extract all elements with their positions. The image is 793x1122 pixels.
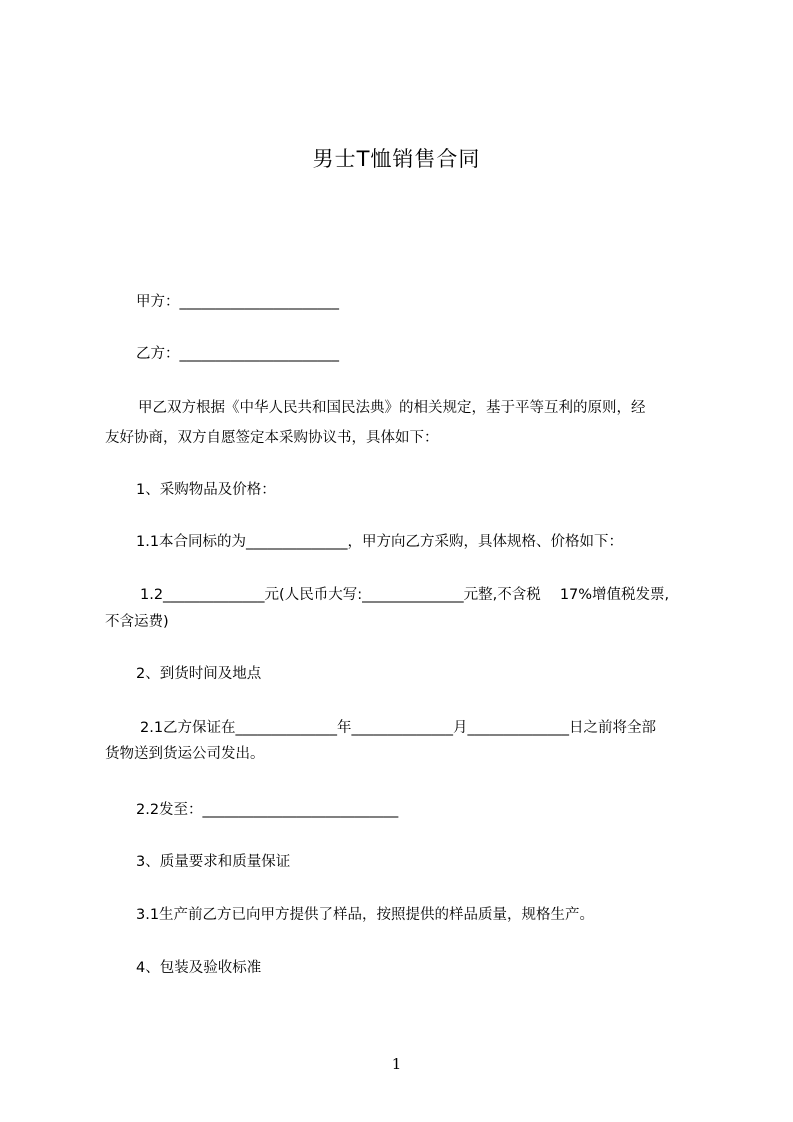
- document-title: 男士T恤销售合同: [312, 147, 481, 171]
- clause-2-1-line-1: 2.1乙方保证在______________年______________月______________日之前将全部: [140, 720, 657, 736]
- intro-paragraph-line-2: 友好协商，双方自愿签定本采购协议书，具体如下：: [105, 430, 439, 446]
- clause-1-2-line-2: 不含运费): [105, 614, 169, 630]
- clause-1-2-line-1: 1.2______________元(人民币大写:______________元整,不含税 17%增值税发票,: [140, 587, 670, 603]
- section-3-heading: 3、质量要求和质量保证: [136, 854, 291, 870]
- party-b-line: 乙方：______________________: [136, 346, 339, 362]
- clause-3-1: 3.1生产前乙方已向甲方提供了样品，按照提供的样品质量，规格生产。: [136, 907, 595, 923]
- clause-1-1: 1.1本合同标的为______________，甲方向乙方采购，具体规格、价格如下：: [136, 534, 624, 550]
- section-4-heading: 4、包装及验收标准: [136, 960, 262, 976]
- clause-2-2: 2.2发至：___________________________: [136, 802, 399, 818]
- clause-2-1-line-2: 货物送到货运公司发出。: [105, 746, 265, 762]
- intro-paragraph-line-1: 甲乙双方根据《中华人民共和国民法典》的相关规定，基于平等互利的原则，经: [138, 400, 646, 416]
- party-a-line: 甲方：______________________: [136, 294, 339, 310]
- section-1-heading: 1、采购物品及价格：: [136, 482, 276, 498]
- page-number: 1: [391, 1055, 402, 1073]
- section-2-heading: 2、到货时间及地点: [136, 666, 262, 682]
